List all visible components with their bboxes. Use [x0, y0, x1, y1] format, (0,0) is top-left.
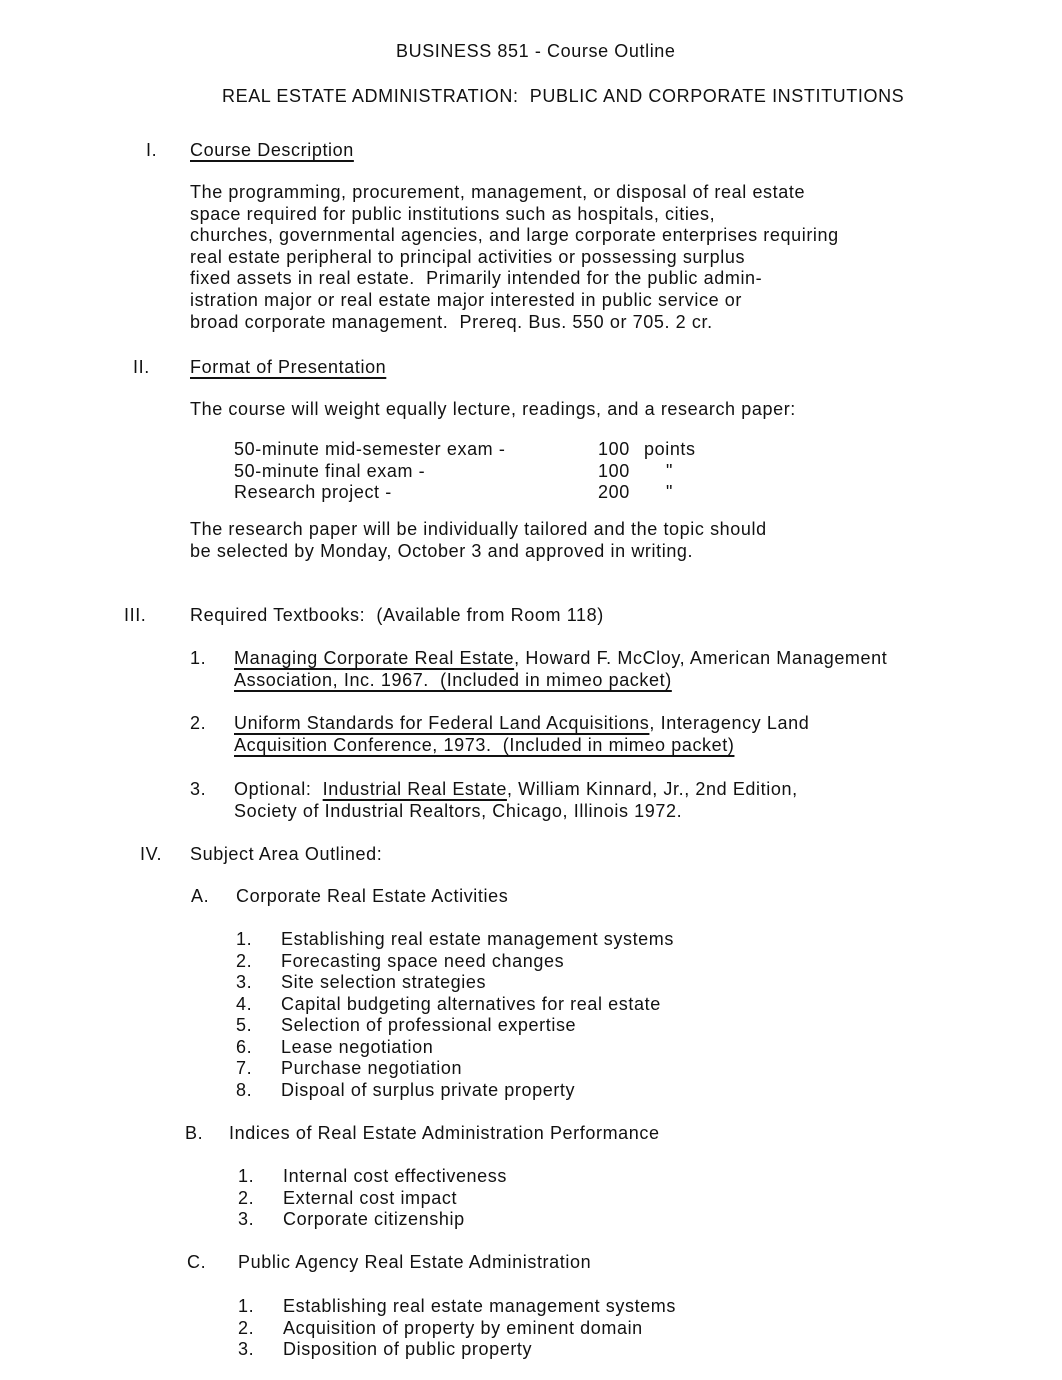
list-item-text: Lease negotiation [281, 1036, 434, 1057]
research-paper-note [190, 519, 767, 562]
list-item-number: 3. [238, 1339, 255, 1359]
list-item [236, 972, 674, 994]
list-item [236, 1080, 674, 1102]
list-item-number: 5. [236, 1015, 253, 1035]
document-title: BUSINESS 851 - Course Outline [396, 41, 676, 61]
list-item [238, 1339, 676, 1361]
subsection-c-title: Public Agency Real Estate Administration [238, 1252, 592, 1272]
grading-row [234, 439, 696, 461]
course-description-line: istration major or real estate major interested in public service or [190, 289, 743, 310]
book-1-number: 1. [190, 648, 207, 668]
list-item-text: Dispoal of surplus private property [281, 1079, 576, 1100]
list-item-number: 2. [236, 950, 253, 971]
course-description-line: real estate peripheral to principal activities or possessing surplus [190, 246, 746, 267]
list-item-text: Acquisition of property by eminent domain [283, 1317, 643, 1338]
list-item-text: Forecasting space need changes [281, 950, 565, 971]
grading-item: Research project - [234, 482, 392, 502]
grading-row [234, 482, 696, 504]
list-item-text: Corporate citizenship [283, 1209, 465, 1229]
grading-points: 200 [598, 482, 630, 502]
list-item-number: 8. [236, 1079, 253, 1100]
list-item-text: Establishing real estate management systems [281, 929, 674, 949]
book-1-line1 [234, 648, 887, 670]
list-item-number: 3. [236, 972, 253, 992]
book-3-details: , William Kinnard, Jr., 2nd Edition, [506, 779, 798, 799]
book-3-line1 [234, 779, 798, 801]
list-item-number: 2. [238, 1317, 255, 1338]
research-note-line: The research paper will be individually tailored and the topic should [190, 519, 767, 539]
format-intro: The course will weight equally lecture, readings, and a research paper: [190, 399, 796, 419]
list-item [236, 1037, 674, 1059]
list-item [238, 1318, 676, 1340]
book-3-number: 3. [190, 779, 207, 799]
book-2-number: 2. [190, 713, 207, 733]
course-description-line: fixed assets in real estate. Primarily intended for the public admin- [190, 268, 763, 289]
list-item-number: 3. [238, 1209, 255, 1229]
course-description-line: The programming, procurement, management, or disposal of real estate [190, 182, 806, 202]
subsection-a-title: Corporate Real Estate Activities [236, 886, 509, 906]
book-3-line2: Society of Industrial Realtors, Chicago, Illinois 1972. [234, 801, 683, 821]
subsection-b-title: Indices of Real Estate Administration Performance [229, 1123, 660, 1143]
section-2-numeral: II. [133, 357, 150, 377]
list-item-number: 1. [236, 929, 253, 949]
subsection-b-list [238, 1166, 507, 1231]
course-description-line: churches, governmental agencies, and large corporate enterprises requiring [190, 225, 839, 246]
grading-unit: " [666, 482, 673, 502]
book-2-details: , Interagency Land [649, 713, 810, 733]
grading-points: 100 [598, 460, 630, 481]
section-3-heading: Required Textbooks: (Available from Room 118) [190, 605, 604, 625]
section-2-heading: Format of Presentation [190, 357, 387, 377]
list-item [236, 994, 674, 1016]
grading-unit: " [666, 460, 673, 481]
list-item-number: 6. [236, 1036, 253, 1057]
book-2-line2: Acquisition Conference, 1973. (Included in mimeo packet) [234, 735, 735, 755]
grading-table [234, 439, 696, 504]
list-item [236, 951, 674, 973]
list-item [238, 1209, 507, 1231]
list-item-number: 1. [238, 1296, 255, 1316]
list-item [236, 929, 674, 951]
list-item [236, 1015, 674, 1037]
research-note-line: be selected by Monday, October 3 and approved in writing. [190, 540, 694, 561]
subsection-b-letter: B. [185, 1123, 204, 1143]
list-item-number: 4. [236, 993, 253, 1014]
grading-item: 50-minute final exam - [234, 460, 426, 481]
book-2-line1 [234, 713, 809, 735]
list-item-number: 1. [238, 1166, 255, 1186]
book-1-line2: Association, Inc. 1967. (Included in mimeo packet) [234, 670, 672, 690]
section-4-numeral: IV. [140, 844, 163, 864]
list-item [238, 1166, 507, 1188]
section-4-heading: Subject Area Outlined: [190, 844, 383, 864]
course-description-line: broad corporate management. Prereq. Bus. 550 or 705. 2 cr. [190, 311, 713, 332]
subsection-c-letter: C. [187, 1252, 207, 1272]
list-item-text: Site selection strategies [281, 972, 487, 992]
subsection-c-list [238, 1296, 676, 1361]
list-item-text: Internal cost effectiveness [283, 1166, 507, 1186]
course-description [190, 182, 839, 333]
list-item [236, 1058, 674, 1080]
list-item [238, 1188, 507, 1210]
book-1-title: Managing Corporate Real Estate [234, 648, 515, 668]
list-item-text: Disposition of public property [283, 1339, 533, 1359]
list-item-text: Selection of professional expertise [281, 1015, 577, 1035]
subsection-a-letter: A. [191, 886, 210, 906]
grading-points: 100 [598, 439, 630, 459]
list-item-number: 2. [238, 1187, 255, 1208]
grading-unit: points [644, 439, 696, 459]
grading-item: 50-minute mid-semester exam - [234, 439, 506, 459]
grading-row [234, 461, 696, 483]
document-subtitle: REAL ESTATE ADMINISTRATION: PUBLIC AND CORPORATE INSTITUTIONS [222, 86, 905, 106]
list-item-text: Establishing real estate management systems [283, 1296, 676, 1316]
list-item-text: External cost impact [283, 1187, 458, 1208]
course-description-line: space required for public institutions such as hospitals, cities, [190, 203, 716, 224]
book-1-details: , Howard F. McCloy, American Management [514, 648, 888, 668]
book-3-prefix: Optional: [234, 779, 323, 799]
subsection-a-list [236, 929, 674, 1101]
list-item-text: Purchase negotiation [281, 1058, 463, 1078]
list-item-text: Capital budgeting alternatives for real estate [281, 993, 661, 1014]
section-1-numeral: I. [146, 140, 158, 160]
section-3-numeral: III. [124, 605, 147, 625]
list-item-number: 7. [236, 1058, 253, 1078]
list-item [238, 1296, 676, 1318]
book-3-title: Industrial Real Estate [322, 779, 507, 799]
section-1-heading: Course Description [190, 140, 354, 160]
book-2-title: Uniform Standards for Federal Land Acquisitions [234, 713, 650, 733]
